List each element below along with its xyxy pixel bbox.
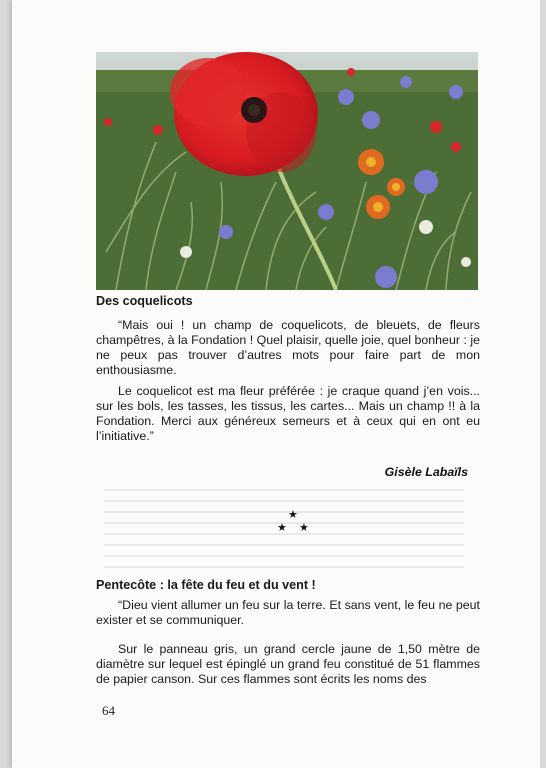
page-number: 64 <box>102 703 115 718</box>
star-icon: ★ <box>299 522 309 534</box>
star-icon: ★ <box>277 522 287 534</box>
book-page <box>12 0 540 768</box>
article2-title: Pentecôte : la fête du feu et du vent ! <box>96 578 316 592</box>
star-icon: ★ <box>288 509 298 521</box>
article1-title: Des coquelicots <box>96 294 193 308</box>
section-separator-stars <box>274 510 314 536</box>
article1-signature: Gisèle Labaïls <box>384 465 468 479</box>
article2-paragraph1: “Dieu vient allumer un feu sur la terre. Et sans vent, le feu ne peut exister et se communiquer. <box>96 598 480 627</box>
poppy-field-illustration <box>96 52 478 290</box>
poppy-field-photo <box>96 52 478 290</box>
article1-paragraph1: “Mais oui ! un champ de coquelicots, de bleuets, de fleurs champêtres, à la Fondation ! Quel plaisir, quelle joie, quel bonheur : je ne peux pas trouver d’autres mots pour faire part de mon enthousiasme. <box>96 318 480 377</box>
article1-paragraph2: Le coquelicot est ma fleur préférée : je craque quand j’en vois... sur les bols, les tasses, les tissus, les cartes... Mais un champ !! à la Fondation. Merci aux généreux semeurs et à ceux qui en ont eu l’initiative.” <box>96 384 480 443</box>
article2-paragraph2: Sur le panneau gris, un grand cercle jaune de 1,50 mètre de diamètre sur lequel est épinglé un grand feu constitué de 51 flammes de papier canson. Sur ces flammes sont écrits les noms des <box>96 642 480 686</box>
